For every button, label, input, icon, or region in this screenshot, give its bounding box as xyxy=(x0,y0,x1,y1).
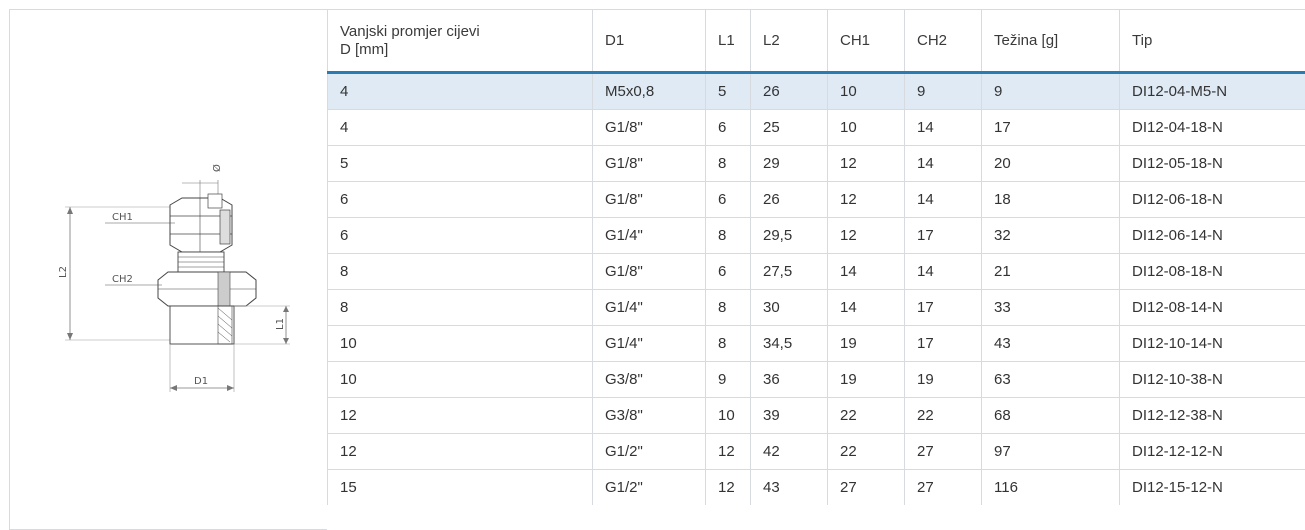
cell-ch2: 14 xyxy=(905,110,982,146)
cell-d1: M5x0,8 xyxy=(593,73,706,110)
specification-table xyxy=(327,9,1305,505)
cell-ch2: 9 xyxy=(905,73,982,110)
cell-diameter: 10 xyxy=(328,326,593,362)
cell-l2: 29,5 xyxy=(751,218,828,254)
cell-d1: G3/8" xyxy=(593,398,706,434)
cell-diameter: 5 xyxy=(328,146,593,182)
cell-l2: 34,5 xyxy=(751,326,828,362)
cell-ch2: 17 xyxy=(905,326,982,362)
header-d1: D1 xyxy=(593,10,706,73)
header-ch2: CH2 xyxy=(905,10,982,73)
header-type: Tip xyxy=(1120,10,1305,73)
l2-label: L2 xyxy=(58,266,69,278)
cell-type: DI12-05-18-N xyxy=(1120,146,1305,182)
cell-ch1: 10 xyxy=(828,110,905,146)
cell-d1: G3/8" xyxy=(593,362,706,398)
table-row[interactable] xyxy=(328,470,1305,506)
cell-l2: 30 xyxy=(751,290,828,326)
cell-l2: 29 xyxy=(751,146,828,182)
cell-weight: 63 xyxy=(982,362,1120,398)
table-row[interactable] xyxy=(328,110,1305,146)
cell-weight: 20 xyxy=(982,146,1120,182)
cell-type: DI12-04-18-N xyxy=(1120,110,1305,146)
cell-ch2: 17 xyxy=(905,218,982,254)
cell-weight: 43 xyxy=(982,326,1120,362)
cell-ch1: 19 xyxy=(828,326,905,362)
table-row[interactable] xyxy=(328,146,1305,182)
ch1-label: CH1 xyxy=(112,212,133,223)
cell-ch1: 22 xyxy=(828,434,905,470)
cell-ch2: 17 xyxy=(905,290,982,326)
cell-diameter: 6 xyxy=(328,218,593,254)
header-l2: L2 xyxy=(751,10,828,73)
cell-ch1: 14 xyxy=(828,290,905,326)
cell-weight: 18 xyxy=(982,182,1120,218)
cell-type: DI12-12-38-N xyxy=(1120,398,1305,434)
cell-l1: 12 xyxy=(706,470,751,506)
cell-diameter: 8 xyxy=(328,290,593,326)
table-header-row xyxy=(328,10,1305,73)
header-tube-diameter-line2: D [mm] xyxy=(340,40,389,58)
table-row[interactable] xyxy=(328,290,1305,326)
cell-weight: 9 xyxy=(982,73,1120,110)
cell-diameter: 4 xyxy=(328,73,593,110)
cell-d1: G1/4" xyxy=(593,326,706,362)
cell-l2: 26 xyxy=(751,73,828,110)
cell-ch2: 19 xyxy=(905,362,982,398)
l1-label: L1 xyxy=(275,318,286,330)
cell-d1: G1/4" xyxy=(593,290,706,326)
cell-l1: 5 xyxy=(706,73,751,110)
cell-type: DI12-10-38-N xyxy=(1120,362,1305,398)
cell-d1: G1/8" xyxy=(593,110,706,146)
cell-l1: 6 xyxy=(706,110,751,146)
cell-weight: 33 xyxy=(982,290,1120,326)
cell-ch2: 22 xyxy=(905,398,982,434)
ch2-label: CH2 xyxy=(112,274,133,285)
cell-type: DI12-10-14-N xyxy=(1120,326,1305,362)
cell-l2: 39 xyxy=(751,398,828,434)
table-row[interactable] xyxy=(328,362,1305,398)
cell-l2: 42 xyxy=(751,434,828,470)
fitting-technical-drawing xyxy=(50,150,290,410)
cell-l1: 10 xyxy=(706,398,751,434)
cell-d1: G1/2" xyxy=(593,434,706,470)
fitting-drawing-cell xyxy=(9,9,327,530)
header-ch1: CH1 xyxy=(828,10,905,73)
cell-type: DI12-08-14-N xyxy=(1120,290,1305,326)
cell-ch1: 12 xyxy=(828,146,905,182)
header-tube-diameter-line1: Vanjski promjer cijevi xyxy=(340,22,480,40)
cell-l1: 8 xyxy=(706,290,751,326)
cell-ch1: 22 xyxy=(828,398,905,434)
cell-weight: 21 xyxy=(982,254,1120,290)
cell-ch2: 14 xyxy=(905,182,982,218)
table-row[interactable] xyxy=(328,326,1305,362)
cell-diameter: 10 xyxy=(328,362,593,398)
cell-weight: 17 xyxy=(982,110,1120,146)
cell-l2: 43 xyxy=(751,470,828,506)
cell-d1: G1/2" xyxy=(593,470,706,506)
cell-type: DI12-06-14-N xyxy=(1120,218,1305,254)
table-row[interactable] xyxy=(328,218,1305,254)
product-spec-panel xyxy=(9,9,1305,530)
cell-l1: 8 xyxy=(706,146,751,182)
header-l1: L1 xyxy=(706,10,751,73)
cell-diameter: 4 xyxy=(328,110,593,146)
cell-weight: 32 xyxy=(982,218,1120,254)
cell-type: DI12-06-18-N xyxy=(1120,182,1305,218)
header-tube-diameter xyxy=(328,10,593,73)
cell-diameter: 15 xyxy=(328,470,593,506)
table-row[interactable] xyxy=(328,73,1305,110)
cell-ch2: 14 xyxy=(905,254,982,290)
cell-ch2: 27 xyxy=(905,470,982,506)
cell-ch1: 14 xyxy=(828,254,905,290)
cell-l1: 12 xyxy=(706,434,751,470)
table-row[interactable] xyxy=(328,254,1305,290)
table-row[interactable] xyxy=(328,182,1305,218)
cell-diameter: 12 xyxy=(328,398,593,434)
cell-ch2: 14 xyxy=(905,146,982,182)
cell-l2: 27,5 xyxy=(751,254,828,290)
cell-type: DI12-08-18-N xyxy=(1120,254,1305,290)
cell-diameter: 6 xyxy=(328,182,593,218)
cell-ch1: 27 xyxy=(828,470,905,506)
cell-l1: 6 xyxy=(706,254,751,290)
cell-diameter: 12 xyxy=(328,434,593,470)
cell-weight: 97 xyxy=(982,434,1120,470)
cell-l1: 9 xyxy=(706,362,751,398)
cell-l2: 25 xyxy=(751,110,828,146)
cell-l2: 26 xyxy=(751,182,828,218)
cell-d1: G1/4" xyxy=(593,218,706,254)
cell-l1: 6 xyxy=(706,182,751,218)
table-row[interactable] xyxy=(328,434,1305,470)
cell-d1: G1/8" xyxy=(593,146,706,182)
cell-weight: 68 xyxy=(982,398,1120,434)
cell-ch1: 19 xyxy=(828,362,905,398)
diameter-label: Ø xyxy=(212,164,223,172)
cell-d1: G1/8" xyxy=(593,254,706,290)
cell-diameter: 8 xyxy=(328,254,593,290)
cell-type: DI12-15-12-N xyxy=(1120,470,1305,506)
cell-l1: 8 xyxy=(706,326,751,362)
cell-type: DI12-12-12-N xyxy=(1120,434,1305,470)
cell-ch1: 12 xyxy=(828,182,905,218)
table-row[interactable] xyxy=(328,398,1305,434)
cell-weight: 116 xyxy=(982,470,1120,506)
cell-ch2: 27 xyxy=(905,434,982,470)
cell-type: DI12-04-M5-N xyxy=(1120,73,1305,110)
header-weight: Težina [g] xyxy=(982,10,1120,73)
cell-l1: 8 xyxy=(706,218,751,254)
cell-d1: G1/8" xyxy=(593,182,706,218)
cell-ch1: 10 xyxy=(828,73,905,110)
cell-ch1: 12 xyxy=(828,218,905,254)
d1-label: D1 xyxy=(194,376,209,387)
cell-l2: 36 xyxy=(751,362,828,398)
